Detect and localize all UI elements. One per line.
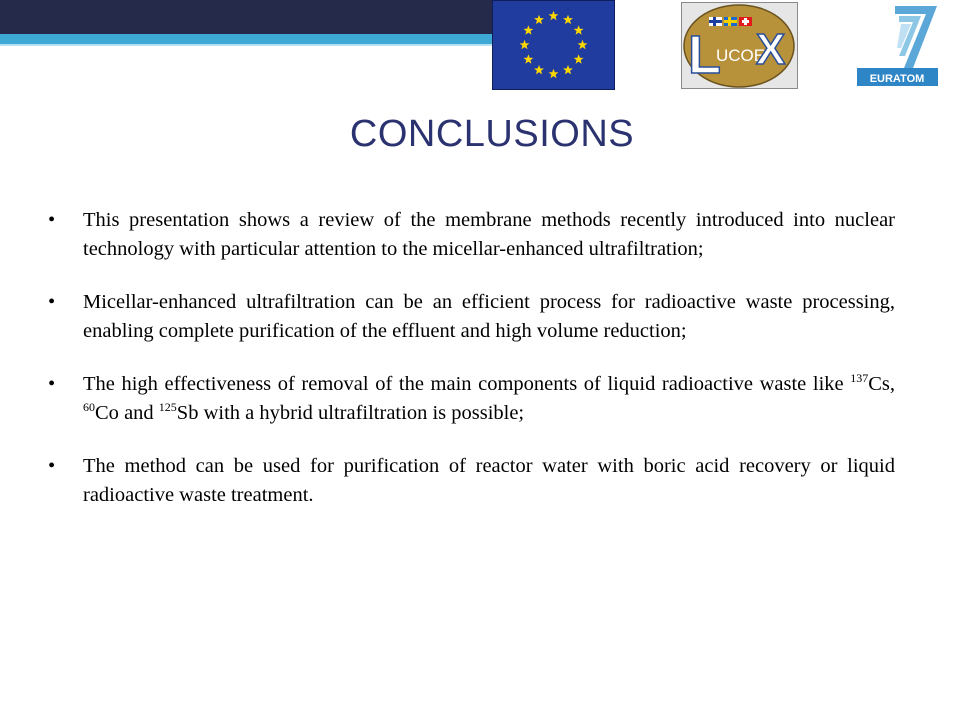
eu-star-icon [549,69,559,78]
eu-star-icon [549,11,559,20]
fp7-euratom-logo [855,2,940,88]
svg-text:L: L [688,25,721,85]
bullet-text: The method can be used for purification of reactor water with boric acid recovery or liquid radioactive waste treatment. [83,455,895,506]
eu-star-icon [534,65,544,74]
isotope-element: Co [95,402,119,424]
bullet-text: The high effectiveness of removal of the main components of liquid radioactive waste like $^{137}$Cs, $^{60}$Co and $^{125}$Sb with a hybrid ultrafiltration is possible; [83,371,895,424]
eu-star-icon [574,54,584,63]
eu-star-icon [523,25,533,34]
slide-title: CONCLUSIONS [349,113,635,155]
isotope-mass: 137 [850,371,869,385]
bullet-text: Micellar-enhanced ultrafiltration can be an efficient process for radioactive waste processing, enabling complete purification of the effluent and high volume reduction; [83,291,895,342]
eu-star-icon [563,65,573,74]
bullet-item-review [48,206,895,264]
isotope-mass: 125 [158,400,177,414]
bullet-icon: • [48,291,56,313]
conclusions-list [48,206,895,534]
bullet-icon: • [48,209,56,231]
bullet-item-isotopes [48,370,895,428]
eu-flag-logo [492,0,615,90]
svg-text:UCOE: UCOE [716,46,766,65]
bullet-icon: • [48,373,56,395]
eu-star-icon [523,54,533,63]
fp7-icon [855,2,940,88]
svg-text:EURATOM: EURATOM [869,73,925,85]
eu-star-icon [520,40,530,49]
bullet-item-micellar [48,288,895,346]
eu-star-icon [563,15,573,24]
lucoex-emblem-icon [682,3,797,88]
bullet-icon: • [48,455,56,477]
eu-star-icon [534,15,544,24]
isotope-element: Cs [868,373,890,395]
bullet-item-reactor-water [48,452,895,510]
isotope-mass: 60 [83,400,95,414]
bullet-text: This presentation shows a review of the membrane methods recently introduced into nuclear technology with particular attention to the micellar-enhanced ultrafiltration; [83,209,895,260]
eu-star-icon [574,25,584,34]
eu-stars-icon [492,0,615,90]
header-band-light [0,34,492,44]
lucoex-logo [681,2,798,89]
svg-text:X: X [756,25,786,74]
header-band-dark [0,0,492,34]
isotope-element: Sb [176,402,199,424]
eu-star-icon [578,40,588,49]
